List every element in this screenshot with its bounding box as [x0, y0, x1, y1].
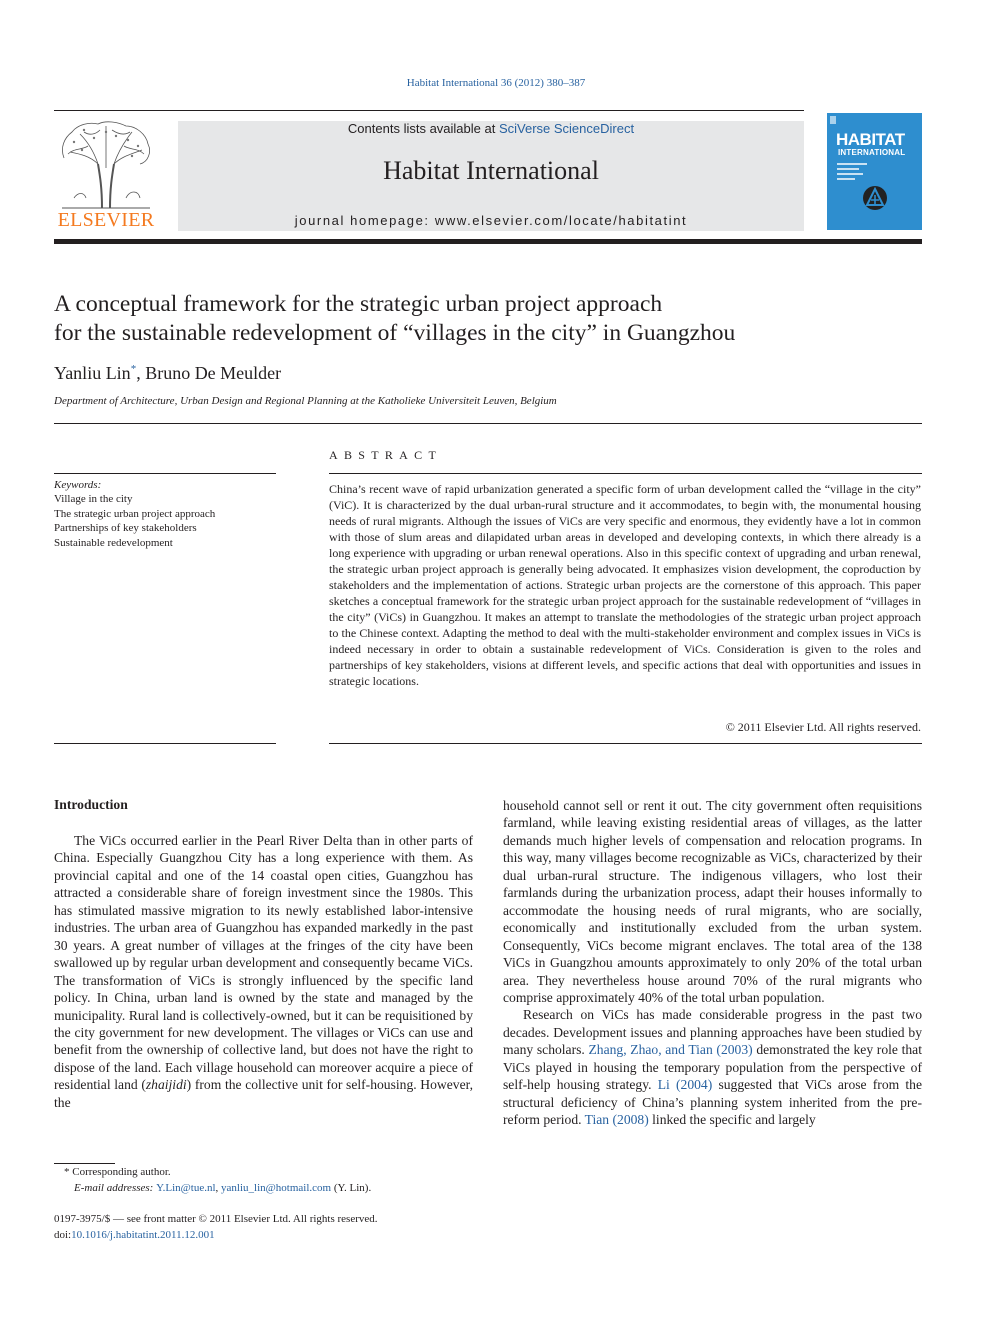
title-line-1: A conceptual framework for the strategic urban project approach — [54, 291, 663, 317]
footnotes — [54, 1165, 371, 1196]
cover-emblem-icon — [862, 185, 888, 211]
journal-reference[interactable]: Habitat International 36 (2012) 380–387 — [406, 77, 586, 89]
paragraph-text: Research on ViCs has made considerable progress in the past two decades. Development issues and planning approaches have been studied by many scholars. — [503, 1007, 922, 1058]
author-de-meulder: Bruno De Meulder — [145, 363, 282, 383]
email-link[interactable]: yanliu_lin@hotmail.com — [221, 1181, 332, 1194]
affiliation-rule — [54, 423, 922, 424]
citation-link[interactable]: Li (2004) — [657, 1077, 713, 1093]
author-list — [54, 363, 281, 384]
keywords-top-rule — [54, 473, 276, 474]
keywords-heading: Keywords: — [54, 479, 102, 491]
journal-title: Habitat International — [383, 156, 599, 185]
abstract-top-rule — [329, 473, 922, 474]
issn-line: 0197-3975/$ — see front matter © 2011 Elsevier Ltd. All rights reserved. — [54, 1213, 378, 1225]
abstract-copyright: © 2011 Elsevier Ltd. All rights reserved. — [725, 720, 921, 734]
paragraph-text: ) from the collective unit for self-housing. However, the — [54, 1077, 473, 1110]
email-suffix: (Y. Lin). — [331, 1181, 372, 1194]
keyword-item: Sustainable redevelopment — [54, 536, 173, 549]
paragraph-text: demonstrated the key role that ViCs played in housing the temporary population from the perspective of self-help housing strategy. — [503, 1042, 922, 1093]
contents-prefix: Contents lists available at — [347, 121, 499, 136]
doi-link[interactable]: 10.1016/j.habitatint.2011.12.001 — [71, 1228, 215, 1241]
corresponding-author-mark[interactable]: * — [130, 363, 137, 375]
italic-term: zhaijidi — [145, 1077, 187, 1093]
paragraph-text: The ViCs occurred earlier in the Pearl River Delta than in other parts of China. Especially Guangzhou City has a long experience with them. As provincial capital and one of the 14 coastal open cities, Guangzhou has attracted a considerable share of foreign investment since the 1980s. This has stimulated massive migration to its newly established labor-intensive industries. The urban area of Guangzhou has expanded markedly in the past 30 years. A great number of villages at the fringes of the city have been swallowed up by regular urban development and consequently became ViCs. The transformation of ViCs is strongly influenced by the specific land policy. In China, urban land is owned by the state and managed by the municipality. Rural land is collectively-owned, but it can be requisitioned by the city government for new development. The villages or ViCs can use and benefit from the ownership of collective land, but does not have the right to dispose of the land. Each village household can moreover acquire a piece of residential land ( — [54, 833, 473, 1093]
abstract-heading: ABSTRACT — [329, 448, 443, 462]
citation-link[interactable]: Tian (2008) — [584, 1112, 649, 1128]
author-lin: Yanliu Lin — [54, 363, 131, 383]
affiliation: Department of Architecture, Urban Design and Regional Planning at the Katholieke Universiteit Leuven, Belgium — [54, 395, 557, 407]
keyword-item: Village in the city — [54, 493, 133, 506]
doi-prefix: doi: — [54, 1228, 72, 1241]
body-column-left — [54, 832, 473, 1111]
author-separator: , — [136, 363, 146, 383]
front-matter — [54, 1212, 378, 1243]
section-heading-introduction: Introduction — [54, 797, 128, 812]
journal-homepage[interactable]: journal homepage: www.elsevier.com/locate/habitatint — [294, 213, 688, 228]
title-line-2: for the sustainable redevelopment of “villages in the city” in Guangzhou — [54, 320, 736, 346]
masthead-thick-rule — [54, 239, 922, 244]
corresponding-author-note: * Corresponding author. — [64, 1166, 171, 1178]
body-paragraph: household cannot sell or rent it out. The city government often requisitions farmland, while leaving existing residential areas of villages, as the latter demands much higher levels of compensation and relocation programs. In this way, many villages become recognizable as ViCs, characterized by their dual urban-rural structure. The indigenous villagers, who lost their farmlands during the urbanization process, adapt their houses informally to accommodate the housing needs of rural migrants, who are socially, economically and institutionally excluded from the urban system. Consequently, ViCs become migrant enclaves. The total area of the 138 ViCs in Guangzhou amounts approximately to only 20% of the total urban area. They nevertheless house around 70% of the rural migrants who comprise approximately 40% of the total urban population. — [503, 798, 922, 1005]
body-column-right — [503, 797, 922, 1129]
header-rule — [54, 110, 804, 111]
cover-title: HABITAT — [836, 130, 905, 149]
doi-line — [54, 1228, 378, 1244]
article-title — [54, 290, 934, 348]
body-paragraph — [54, 832, 473, 1111]
body-paragraph — [503, 1006, 922, 1128]
email-label: E-mail addresses: — [74, 1181, 157, 1194]
keywords-block — [54, 478, 276, 550]
cover-subtitle: INTERNATIONAL — [838, 148, 906, 157]
elsevier-wordmark: ELSEVIER — [57, 209, 155, 231]
paragraph-text: linked the specific and largely — [648, 1112, 816, 1128]
email-separator: , — [215, 1181, 222, 1194]
keywords-bottom-rule — [54, 743, 276, 744]
email-link[interactable]: Y.Lin@tue.nl — [156, 1181, 216, 1194]
footnote-rule — [54, 1163, 115, 1164]
keyword-item: The strategic urban project approach — [54, 507, 216, 520]
tree-icon — [54, 118, 158, 210]
abstract-bottom-rule — [329, 743, 922, 744]
sciverse-link[interactable]: SciVerse ScienceDirect — [498, 121, 635, 136]
citation-link[interactable]: Zhang, Zhao, and Tian (2003) — [588, 1042, 753, 1058]
abstract-text: China’s recent wave of rapid urbanization generated a specific form of urban development called the “village in the city” (ViC). It is characterized by the dual urban-rural structure and it accommodates, to begin with, the monumental housing needs of rural migrants. Although the issues of ViCs are very specific and enormous, they evidently have a lot in common with those of slum areas and dilapidated urban areas in developed and developing contexts, in which there already is a long experience with upgrading or urban renewal operations. Also in this specific context of upgrading and urban renewal, the strategic urban project approach is generally being advocated. It emphasizes vision development, the coproduction by stakeholders and the implementation of actions. Strategic urban projects are the cornerstone of this approach. This paper sketches a conceptual framework for the strategic urban project approach for the sustainable redevelopment of “villages in the city” (ViCs) in Guangzhou. It makes an attempt to translate the methodologies of the strategic urban project approach to the Chinese context. Adapting the method to deal with the multi-stakeholder environment and complex issues in ViCs is indeed necessary in order to obtain a sustainable redevelopment of ViCs. Consideration is given to the roles and partnerships of key stakeholders, visions at different levels, and specific actions that deal with opportunities and issues in strategic locations. — [329, 482, 921, 688]
paragraph-text: suggested that ViCs arose from the structural deficiency of China’s planning system inherited from the pre-reform period. — [503, 1077, 922, 1128]
keyword-item: Partnerships of key stakeholders — [54, 522, 197, 535]
email-note — [54, 1181, 371, 1197]
contents-availability — [178, 121, 804, 136]
